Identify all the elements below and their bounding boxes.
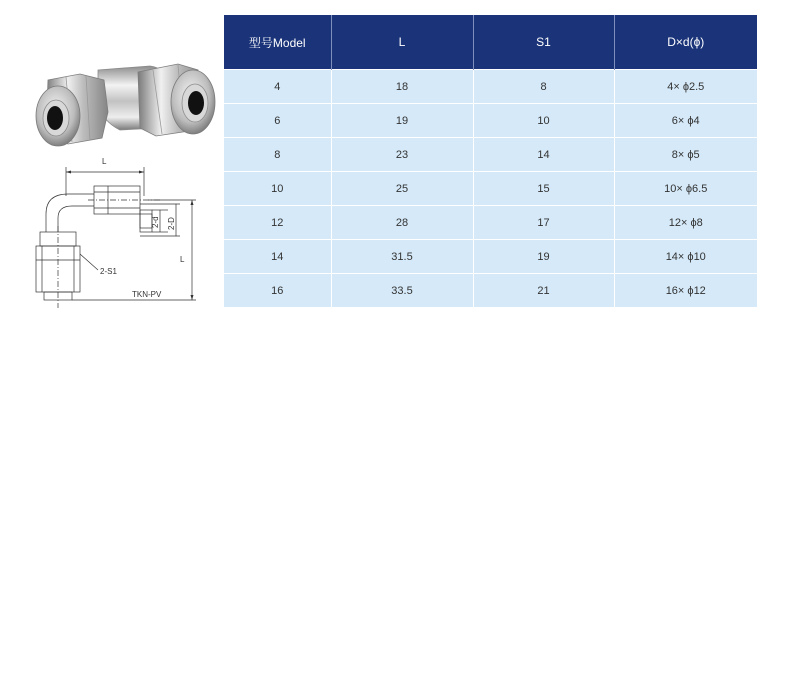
table-row [224,172,757,206]
cell-model: 10 [224,172,331,206]
cell-dxd: 6× ϕ4 [614,104,757,138]
dimension-label-2d: 2-d [151,216,160,228]
cell-s1: 21 [473,274,614,308]
drawing-model-label: TKN-PV [132,290,162,299]
dimension-label-L-side: L [180,255,185,264]
cell-s1: 8 [473,70,614,104]
cell-dxd: 10× ϕ6.5 [614,172,757,206]
cell-model: 6 [224,104,331,138]
cell-l: 23 [331,138,473,172]
dimension-label-L-top: L [102,157,107,166]
cell-s1: 19 [473,240,614,274]
cell-l: 28 [331,206,473,240]
cell-dxd: 12× ϕ8 [614,206,757,240]
dimension-label-2D: 2-D [167,217,176,230]
cell-dxd: 14× ϕ10 [614,240,757,274]
cell-model: 14 [224,240,331,274]
header-s1: S1 [473,15,614,70]
table-row [224,138,757,172]
dimension-label-2S1: 2-S1 [100,267,117,276]
table-header-row [224,15,757,70]
cell-s1: 15 [473,172,614,206]
table-row [224,240,757,274]
cell-l: 31.5 [331,240,473,274]
elbow-fitting-photo [28,50,218,152]
cell-model: 12 [224,206,331,240]
table-row [224,70,757,104]
cell-l: 33.5 [331,274,473,308]
cell-model: 16 [224,274,331,308]
spec-table [224,15,757,307]
table-row [224,206,757,240]
cell-s1: 17 [473,206,614,240]
cell-s1: 14 [473,138,614,172]
header-l: L [331,15,473,70]
table-row [224,104,757,138]
cell-model: 8 [224,138,331,172]
cell-model: 4 [224,70,331,104]
cell-l: 18 [331,70,473,104]
header-model: 型号Model [224,15,331,70]
cell-dxd: 4× ϕ2.5 [614,70,757,104]
header-dxd: D×d(ϕ) [614,15,757,70]
elbow-fitting-drawing [28,150,218,310]
cell-s1: 10 [473,104,614,138]
cell-l: 19 [331,104,473,138]
cell-l: 25 [331,172,473,206]
cell-dxd: 8× ϕ5 [614,138,757,172]
cell-dxd: 16× ϕ12 [614,274,757,308]
table-row [224,274,757,308]
